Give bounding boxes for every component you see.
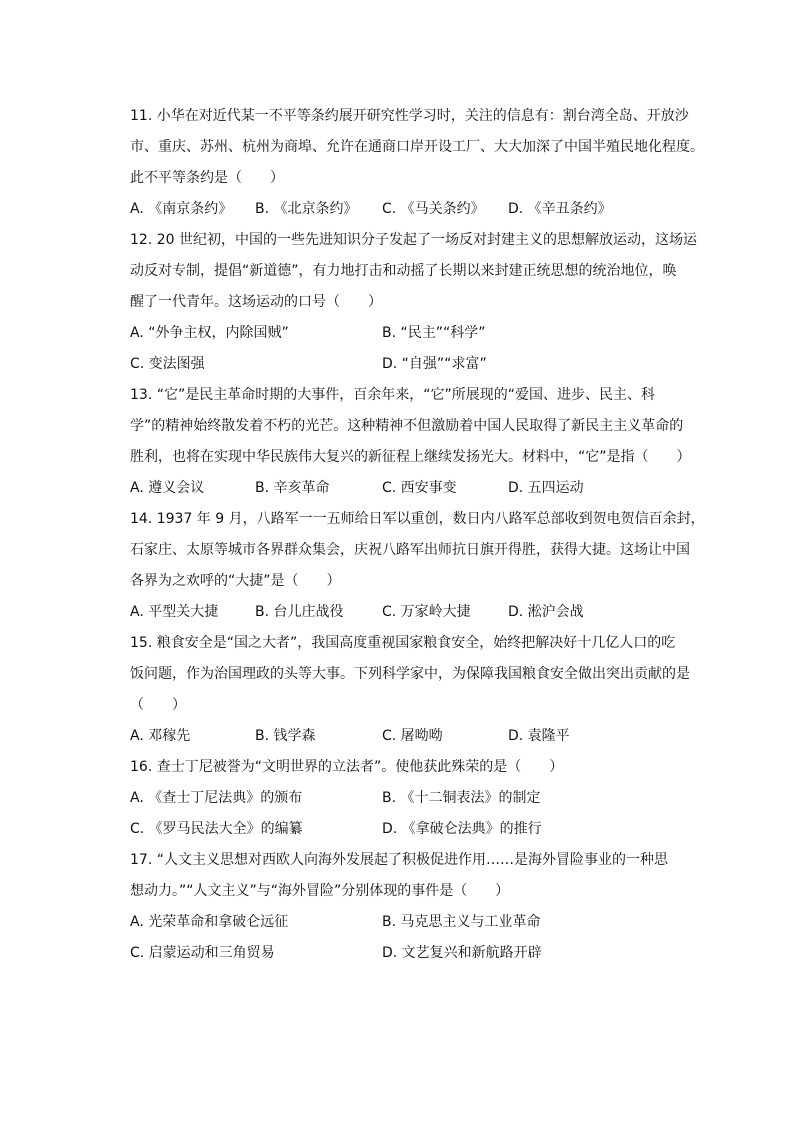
option-d: D. 《拿破仑法典》的推行 bbox=[382, 821, 542, 837]
option-c: C. 《马关条约》 bbox=[382, 201, 485, 217]
option-d: D. 五四运动 bbox=[508, 480, 584, 496]
option-a: A. 邓稼先 bbox=[130, 728, 191, 744]
question-15 bbox=[130, 628, 710, 752]
question-13 bbox=[130, 380, 710, 504]
options-row bbox=[130, 318, 710, 349]
question-text-line: 动反对专制，提倡“新道德”，有力地打击和动摇了长期以来封建正统思想的统治地位，唤 bbox=[130, 263, 677, 279]
question-text-line: 想动力。”“人文主义”与“海外冒险”分别体现的事件是（ ） bbox=[130, 883, 510, 899]
option-d: D. 《辛丑条约》 bbox=[508, 201, 612, 217]
option-d: D. “自强”“求富” bbox=[382, 356, 487, 372]
question-text-line: 市、重庆、苏州、杭州为商埠、允许在通商口岸开设工厂、大大加深了中国半殖民地化程度。 bbox=[130, 139, 704, 155]
question-text-line: 15. 粮食安全是“国之大者”，我国高度重视国家粮食安全，始终把解决好十几亿人口的吃 bbox=[130, 635, 676, 651]
question-text-line: 17. “人文主义思想对西欧人向海外发展起了积极促进作用……是海外冒险事业的一种思 bbox=[130, 852, 668, 868]
question-text-line: 16. 查士丁尼被誉为“文明世界的立法者”。使他获此殊荣的是（ ） bbox=[130, 759, 564, 775]
options-row bbox=[130, 783, 710, 814]
option-b: B. “民主”“科学” bbox=[382, 325, 486, 341]
question-text-line: 各界为之欢呼的“大捷”是（ ） bbox=[130, 573, 341, 589]
question-11 bbox=[130, 101, 710, 225]
options-row bbox=[130, 597, 710, 628]
question-list bbox=[130, 101, 710, 969]
option-a: A. 平型关大捷 bbox=[130, 604, 219, 620]
option-c: C. 启蒙运动和三角贸易 bbox=[130, 945, 275, 961]
question-12 bbox=[130, 225, 710, 380]
option-b: B. 钱学森 bbox=[255, 728, 316, 744]
question-16 bbox=[130, 752, 710, 845]
options-row bbox=[130, 194, 710, 225]
option-c: C. 万家岭大捷 bbox=[382, 604, 471, 620]
options-row bbox=[130, 814, 710, 845]
options-row bbox=[130, 721, 710, 752]
option-d: D. 袁隆平 bbox=[508, 728, 570, 744]
option-a: A. 《南京条约》 bbox=[130, 201, 233, 217]
question-text-line: 11. 小华在对近代某一不平等条约展开研究性学习时，关注的信息有：割台湾全岛、开放沙 bbox=[130, 108, 689, 124]
option-d: D. 淞沪会战 bbox=[508, 604, 584, 620]
option-a: A. “外争主权，内除国贼” bbox=[130, 325, 289, 341]
options-row bbox=[130, 473, 710, 504]
question-text-line: 饭问题，作为治国理政的头等大事。下列科学家中，为保障我国粮食安全做出突出贡献的是 bbox=[130, 666, 690, 682]
option-c: C. 西安事变 bbox=[382, 480, 457, 496]
option-b: B. 《十二铜表法》的制定 bbox=[382, 790, 541, 806]
question-14 bbox=[130, 504, 710, 628]
question-text-line: 14. 1937 年 9 月，八路军一一五师给日军以重创，数日内八路军总部收到贺电贺信百余封， bbox=[130, 511, 705, 527]
option-c: C. 屠呦呦 bbox=[382, 728, 443, 744]
question-text-line: 石家庄、太原等城市各界群众集会，庆祝八路军出师抗日旗开得胜，获得大捷。这场让中国 bbox=[130, 542, 690, 558]
option-d: D. 文艺复兴和新航路开辟 bbox=[382, 945, 542, 961]
options-row bbox=[130, 938, 710, 969]
question-text-line: 醒了一代青年。这场运动的口号（ ） bbox=[130, 294, 382, 310]
option-b: B. 马克思主义与工业革命 bbox=[382, 914, 541, 930]
option-b: B. 台儿庄战役 bbox=[255, 604, 344, 620]
options-row bbox=[130, 349, 710, 380]
question-text-line: 胜利，也将在实现中华民族伟大复兴的新征程上继续发扬光大。材料中，“它”是指（ ） bbox=[130, 449, 691, 465]
option-b: B. 辛亥革命 bbox=[255, 480, 330, 496]
question-text-line: 此不平等条约是（ ） bbox=[130, 170, 284, 186]
question-text-line: （ ） bbox=[130, 697, 186, 713]
question-17 bbox=[130, 845, 710, 969]
option-a: A. 光荣革命和拿破仑远征 bbox=[130, 914, 289, 930]
question-text-line: 学”的精神始终散发着不朽的光芒。这种精神不但激励着中国人民取得了新民主主义革命的 bbox=[130, 418, 684, 434]
option-c: C. 变法图强 bbox=[130, 356, 205, 372]
option-c: C. 《罗马民法大全》的编纂 bbox=[130, 821, 303, 837]
question-text-line: 13. “它”是民主革命时期的大事件，百余年来，“它”所展现的“爱国、进步、民主、科 bbox=[130, 387, 655, 403]
option-a: A. 《查士丁尼法典》的颁布 bbox=[130, 790, 303, 806]
option-b: B. 《北京条约》 bbox=[255, 201, 358, 217]
options-row bbox=[130, 907, 710, 938]
option-a: A. 遵义会议 bbox=[130, 480, 205, 496]
question-text-line: 12. 20 世纪初，中国的一些先进知识分子发起了一场反对封建主义的思想解放运动，这场运 bbox=[130, 232, 697, 248]
